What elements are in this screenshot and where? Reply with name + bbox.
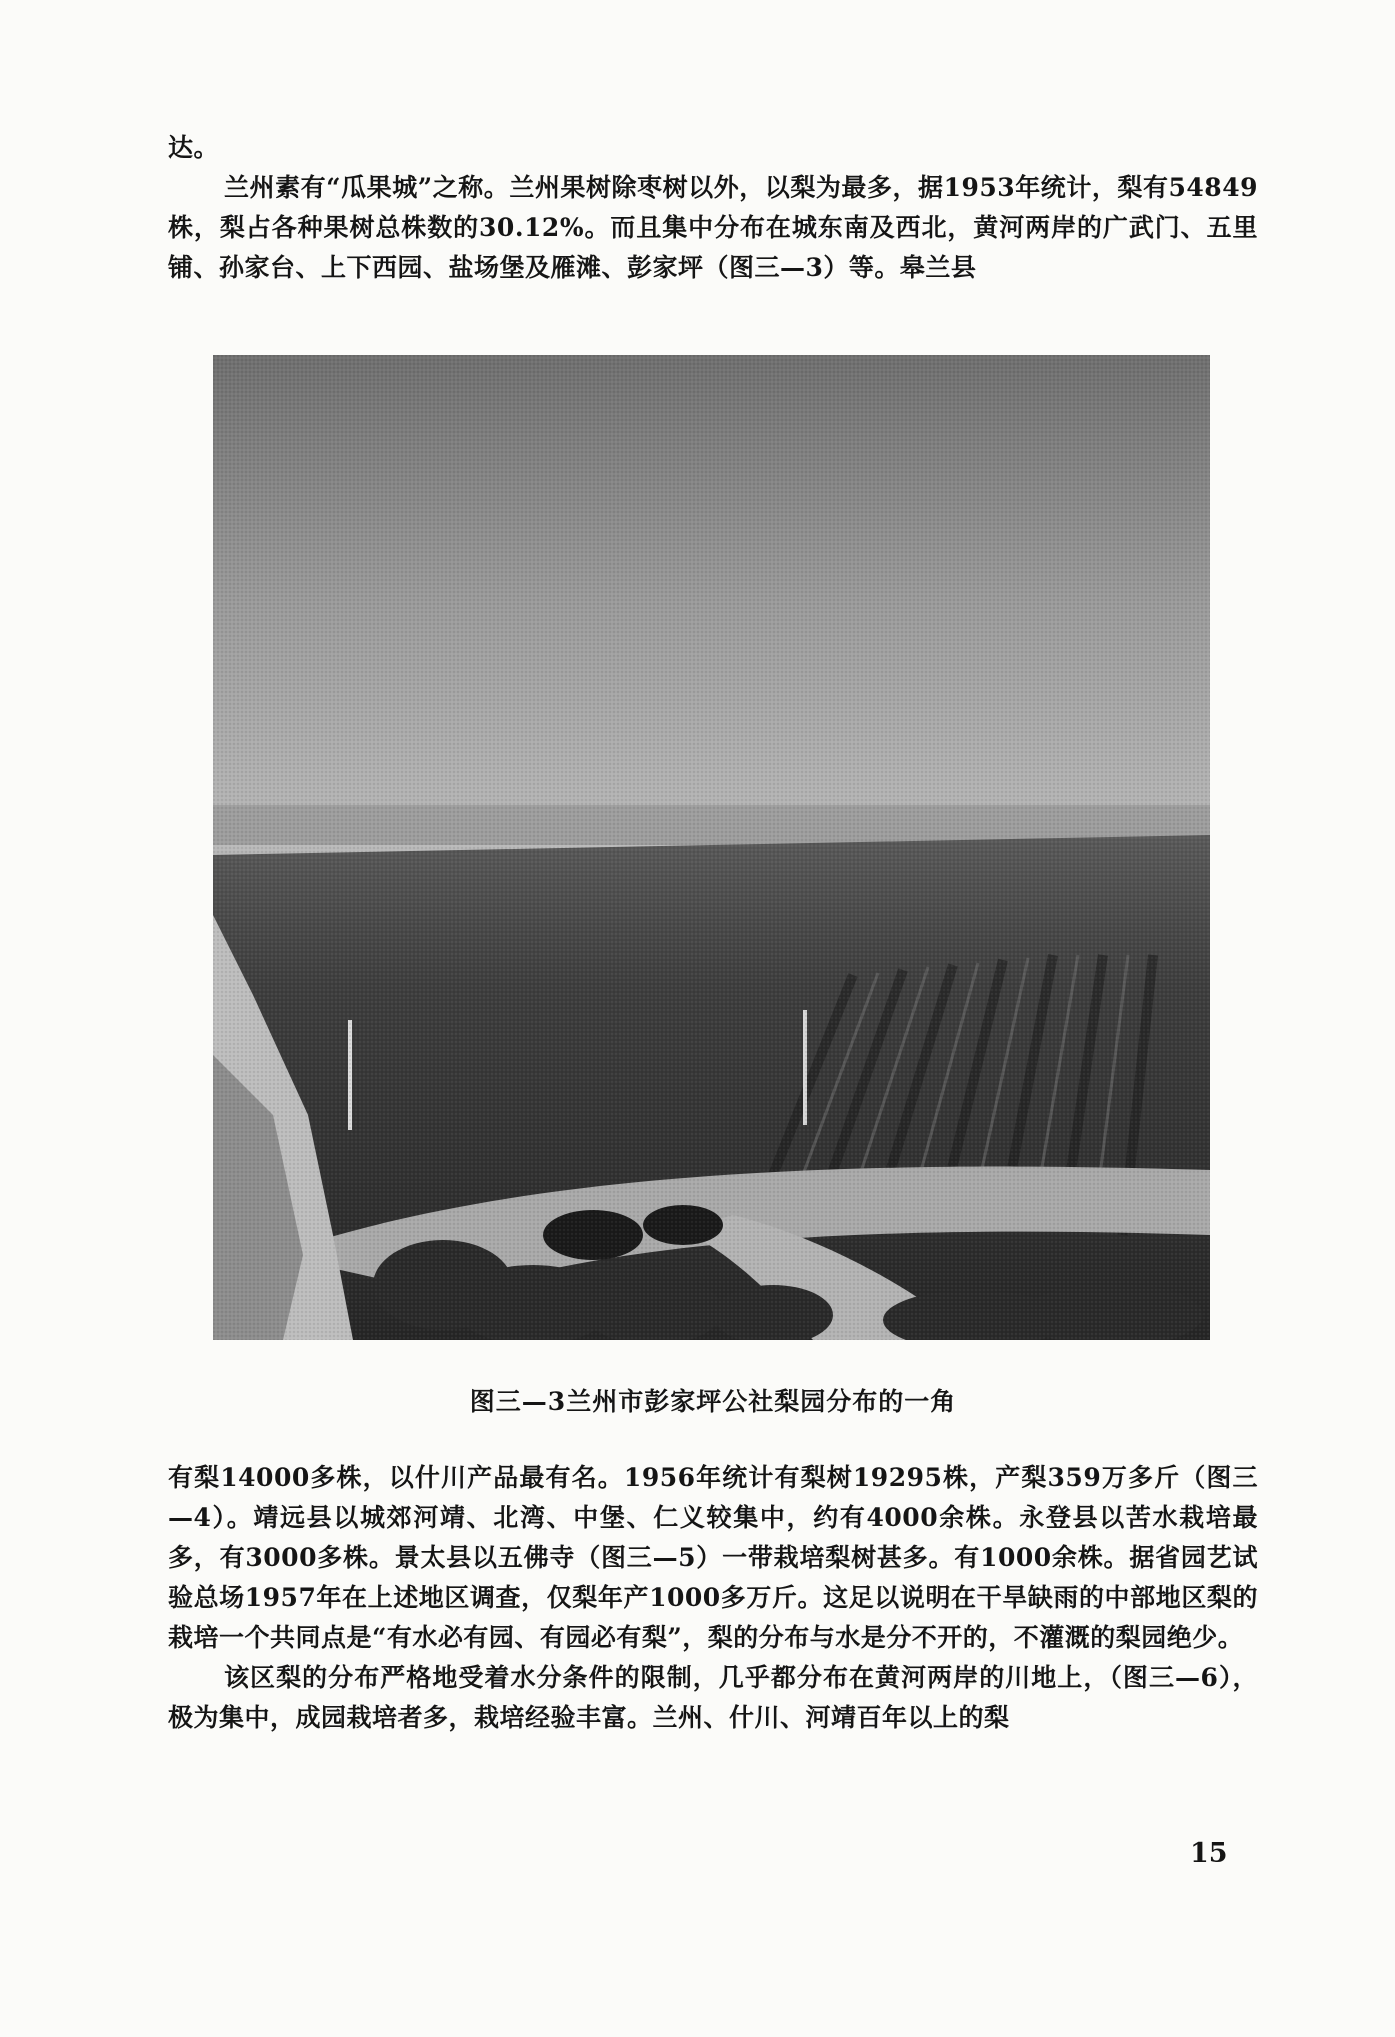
page-number: 15 — [1190, 1838, 1228, 1869]
bottom-text-block — [168, 1458, 1258, 1738]
paragraph-water-distribution: 该区梨的分布严格地受着水分条件的限制，几乎都分布在黄河两岸的川地上，（图三—6），极为集中，成园栽培者多，栽培经验丰富。兰州、什川、河靖百年以上的梨 — [168, 1663, 1258, 1732]
orchard-photograph — [213, 355, 1210, 1340]
paragraph-continuation: 达。 — [168, 133, 220, 162]
paragraph-gaolan-pears: 有梨14000多株，以什川产品最有名。1956年统计有梨树19295株，产梨359万多斤（图三—4）。靖远县以城郊河靖、北湾、中堡、仁义较集中，约有4000余株。永登县以苦水栽培最多，有3000多株。景太县以五佛寺（图三—5）一带栽培梨树甚多。有1000余株。据省园艺试验总场1957年在上述地区调查，仅梨年产1000多万斤。这足以说明在干旱缺雨的中部地区梨的栽培一个共同点是“有水必有园、有园必有梨”，梨的分布与水是分不开的，不灌溉的梨园绝少。 — [168, 1463, 1258, 1652]
top-text-block — [168, 128, 1258, 288]
figure-caption: 图三—3兰州市彭家坪公社梨园分布的一角 — [469, 1387, 957, 1416]
paragraph-lanzhou-pears: 兰州素有“瓜果城”之称。兰州果树除枣树以外，以梨为最多，据1953年统计，梨有54849株，梨占各种果树总株数的30.12%。而且集中分布在城东南及西北，黄河两岸的广武门、五里铺、孙家台、上下西园、盐场堡及雁滩、彭家坪（图三—3）等。皋兰县 — [168, 173, 1258, 282]
